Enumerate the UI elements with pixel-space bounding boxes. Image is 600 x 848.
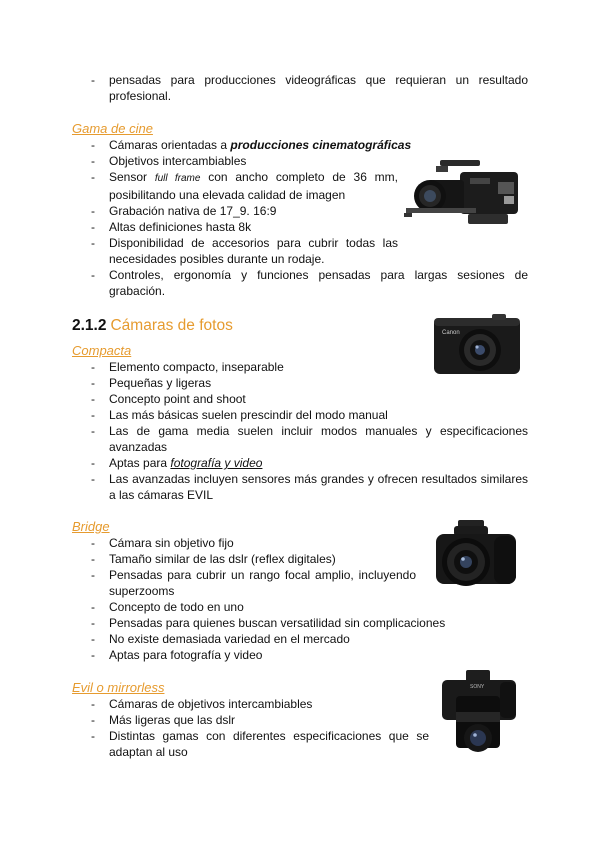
bullet-dash: - (91, 729, 95, 743)
bullet-dash: - (91, 408, 95, 422)
list-item-text: Objetivos intercambiables (109, 154, 247, 168)
bullet-dash: - (91, 424, 95, 438)
bullet-dash: - (91, 154, 95, 168)
compacta-list (0, 359, 600, 503)
cinema-camera-image (400, 152, 530, 232)
subheading-evil-mirrorless: Evil o mirrorless (72, 680, 165, 695)
bullet-dash: - (91, 536, 95, 550)
subheading-bridge: Bridge (72, 519, 110, 534)
section-title: Cámaras de fotos (110, 317, 233, 334)
list-item-text: Sensor (109, 170, 155, 184)
bullet-dash: - (91, 170, 95, 184)
list-item (0, 407, 600, 423)
list-item-text: Cámaras orientadas a (109, 138, 231, 152)
section-number: 2.1.2 (72, 317, 107, 334)
list-item-text: pensadas para producciones videográficas que requieran un resultado profesional. (109, 73, 528, 103)
bullet-dash: - (91, 236, 95, 250)
list-item-text: Más ligeras que las dslr (109, 713, 236, 727)
list-item (0, 391, 600, 407)
bullet-dash: - (91, 713, 95, 727)
list-item-text: Pensadas para cubrir un rango focal amplio, incluyendo superzooms (109, 568, 416, 598)
list-item (0, 567, 416, 599)
bullet-dash: - (91, 697, 95, 711)
list-item-text: Disponibilidad de accesorios para cubrir todas las necesidades posibles durante un rodaje. (109, 236, 398, 266)
list-item (0, 551, 600, 567)
bullet-dash: - (91, 268, 95, 282)
list-item-text: Concepto de todo en uno (109, 600, 244, 614)
bullet-dash: - (91, 392, 95, 406)
list-item (0, 455, 600, 471)
list-item-text: Distintas gamas con diferentes especificaciones que se adaptan al uso (109, 729, 429, 759)
subheading-compacta: Compacta (72, 343, 132, 358)
bullet-dash: - (91, 632, 95, 646)
list-item (0, 137, 600, 153)
bullet-dash: - (91, 616, 95, 630)
bridge-list (0, 535, 600, 663)
evil-list (0, 696, 600, 760)
list-item-text: Elemento compacto, inseparable (109, 360, 284, 374)
list-item-text: Pensadas para quienes buscan versatilidad sin complicaciones (109, 616, 446, 630)
bullet-dash: - (91, 73, 95, 87)
list-item-text: Grabación nativa de 17_9. 16:9 (109, 204, 277, 218)
section-heading (72, 317, 233, 335)
list-item (0, 728, 429, 760)
list-item (0, 235, 398, 267)
subheading-gama-de-cine: Gama de cine (72, 121, 153, 136)
camera-brand-label: Canon (442, 330, 460, 336)
list-item-text: con ancho completo de 36 mm, posibilitando una elevada calidad de imagen (109, 170, 398, 202)
list-item (0, 375, 600, 391)
emphasis-text: producciones cinematográficas (230, 138, 412, 152)
list-item (0, 471, 528, 503)
bullet-dash: - (91, 568, 95, 582)
small-italic-text: full frame (154, 173, 201, 184)
list-item-text: Cámara sin objetivo fijo (109, 536, 234, 550)
list-item-text: Aptas para fotografía y video (109, 648, 263, 662)
bullet-dash: - (91, 552, 95, 566)
bullet-dash: - (91, 648, 95, 662)
list-item-text: Las más básicas suelen prescindir del modo manual (109, 408, 388, 422)
list-item-text: Cámaras de objetivos intercambiables (109, 697, 313, 711)
list-item (0, 359, 600, 375)
bullet-dash: - (91, 472, 95, 486)
list-item-text: No existe demasiada variedad en el mercado (109, 632, 350, 646)
bullet-dash: - (91, 138, 95, 152)
list-item-text: Aptas para (109, 456, 171, 470)
list-item (0, 535, 600, 551)
bullet-dash: - (91, 360, 95, 374)
list-item-text: Concepto point and shoot (109, 392, 246, 406)
list-item (0, 647, 600, 663)
underlined-text: fotografía y video (170, 456, 263, 470)
list-item-text: Controles, ergonomía y funciones pensadas para largas sesiones de grabación. (109, 268, 528, 298)
bullet-dash: - (91, 376, 95, 390)
list-item (0, 169, 398, 203)
list-item (0, 615, 600, 631)
list-item-text: Las de gama media suelen incluir modos manuales y especificaciones avanzadas (109, 424, 528, 454)
bullet-dash: - (91, 456, 95, 470)
list-item (0, 267, 528, 299)
bullet-dash: - (91, 600, 95, 614)
list-item (0, 72, 528, 104)
list-item (0, 696, 600, 712)
list-item-text: Altas definiciones hasta 8k (109, 220, 252, 234)
bullet-dash: - (91, 204, 95, 218)
list-item-text: Las avanzadas incluyen sensores más grandes y ofrecen resultados similares a las cámaras EVIL (109, 472, 528, 502)
list-item (0, 423, 528, 455)
list-item-text: Tamaño similar de las dslr (reflex digitales) (109, 552, 336, 566)
list-item (0, 631, 600, 647)
list-item (0, 599, 600, 615)
list-item-text: Pequeñas y ligeras (109, 376, 212, 390)
bullet-dash: - (91, 220, 95, 234)
list-item (0, 712, 600, 728)
intro-list (0, 72, 600, 104)
camera-brand-label: SONY (470, 684, 485, 690)
